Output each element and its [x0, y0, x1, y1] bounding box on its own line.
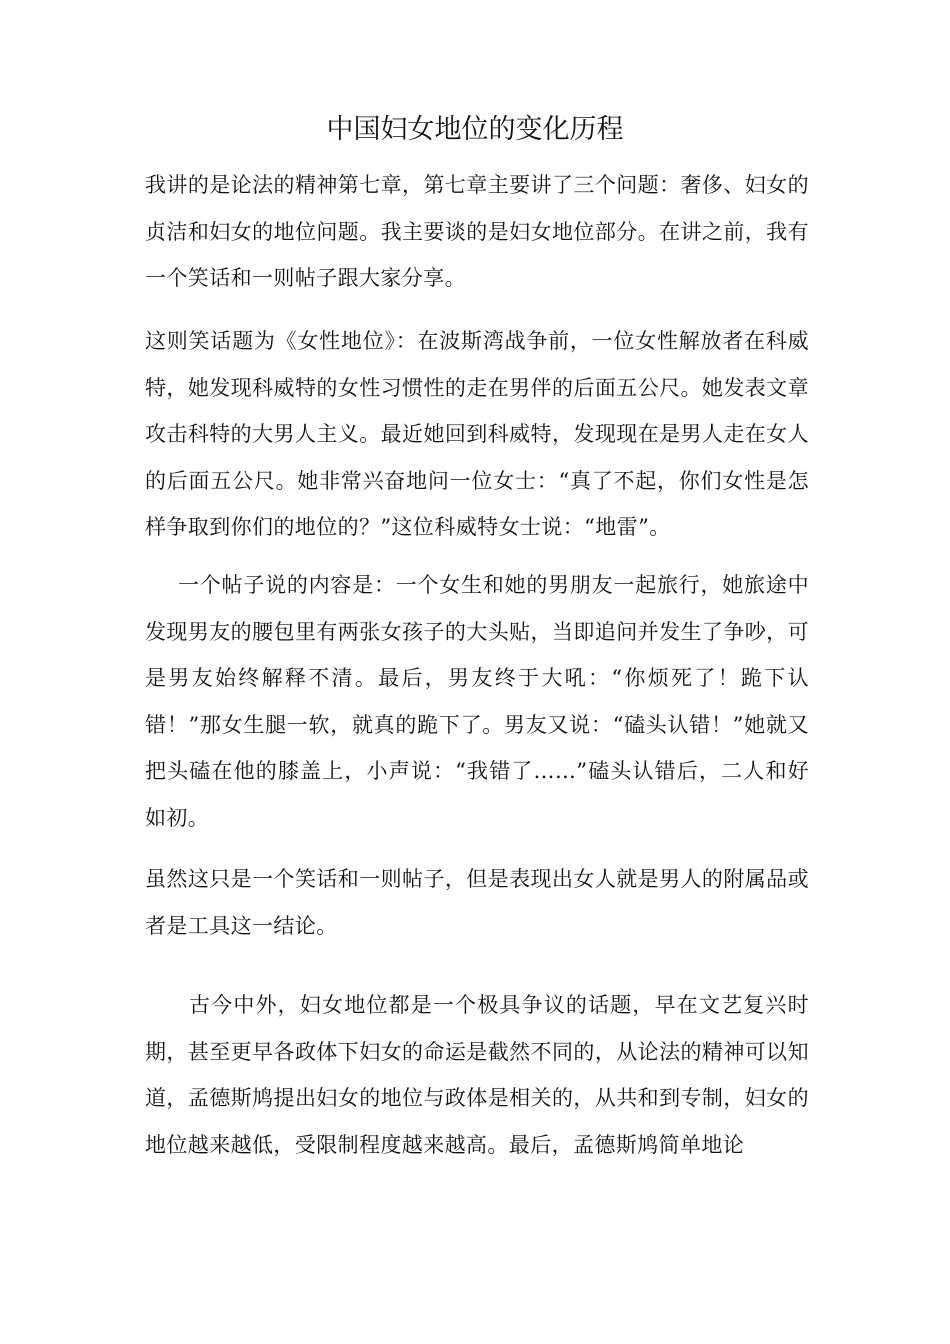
paragraph-joke: 这则笑话题为《女性地位》：在波斯湾战争前，一位女性解放者在科威特，她发现科威特的女性习惯性的走在男伴的后面五公尺。她发表文章攻击科特的大男人主义。最近她回到科威特，发现现在是男人走在女人的后面五公尺。她非常兴奋地问一位女士：“真了不起，你们女性是怎样争取到你们的地位的？”这位科威特女士说：“地雷”。 — [145, 329, 809, 539]
document-title: 中国妇女地位的变化历程 — [326, 114, 624, 145]
paragraph-post: 一个帖子说的内容是：一个女生和她的男朋友一起旅行，她旅途中发现男友的腰包里有两张女孩子的大头贴，当即追问并发生了争吵，可是男友始终解释不清。最后，男友终于大吼：“你烦死了！跪下认错！”那女生腿一软，就真的跪下了。男友又说：“磕头认错！”她就又把头磕在他的膝盖上，小声说：“我错了……”磕头认错后，二人和好如初。 — [145, 573, 809, 830]
paragraph-history: 古今中外，妇女地位都是一个极具争议的话题，早在文艺复兴时期，甚至更早各政体下妇女的命运是截然不同的，从论法的精神可以知道，孟德斯鸠提出妇女的地位与政体是相关的，从共和到专制，妇女的地位越来越低，受限制程度越来越高。最后，孟德斯鸠简单地论 — [145, 993, 809, 1157]
paragraph-conclusion: 虽然这只是一个笑话和一则帖子，但是表现出女人就是男人的附属品或者是工具这一结论。 — [145, 867, 809, 938]
paragraph-intro: 我讲的是论法的精神第七章，第七章主要讲了三个问题：奢侈、妇女的贞洁和妇女的地位问题。我主要谈的是妇女地位部分。在讲之前，我有一个笑话和一则帖子跟大家分享。 — [145, 173, 809, 290]
